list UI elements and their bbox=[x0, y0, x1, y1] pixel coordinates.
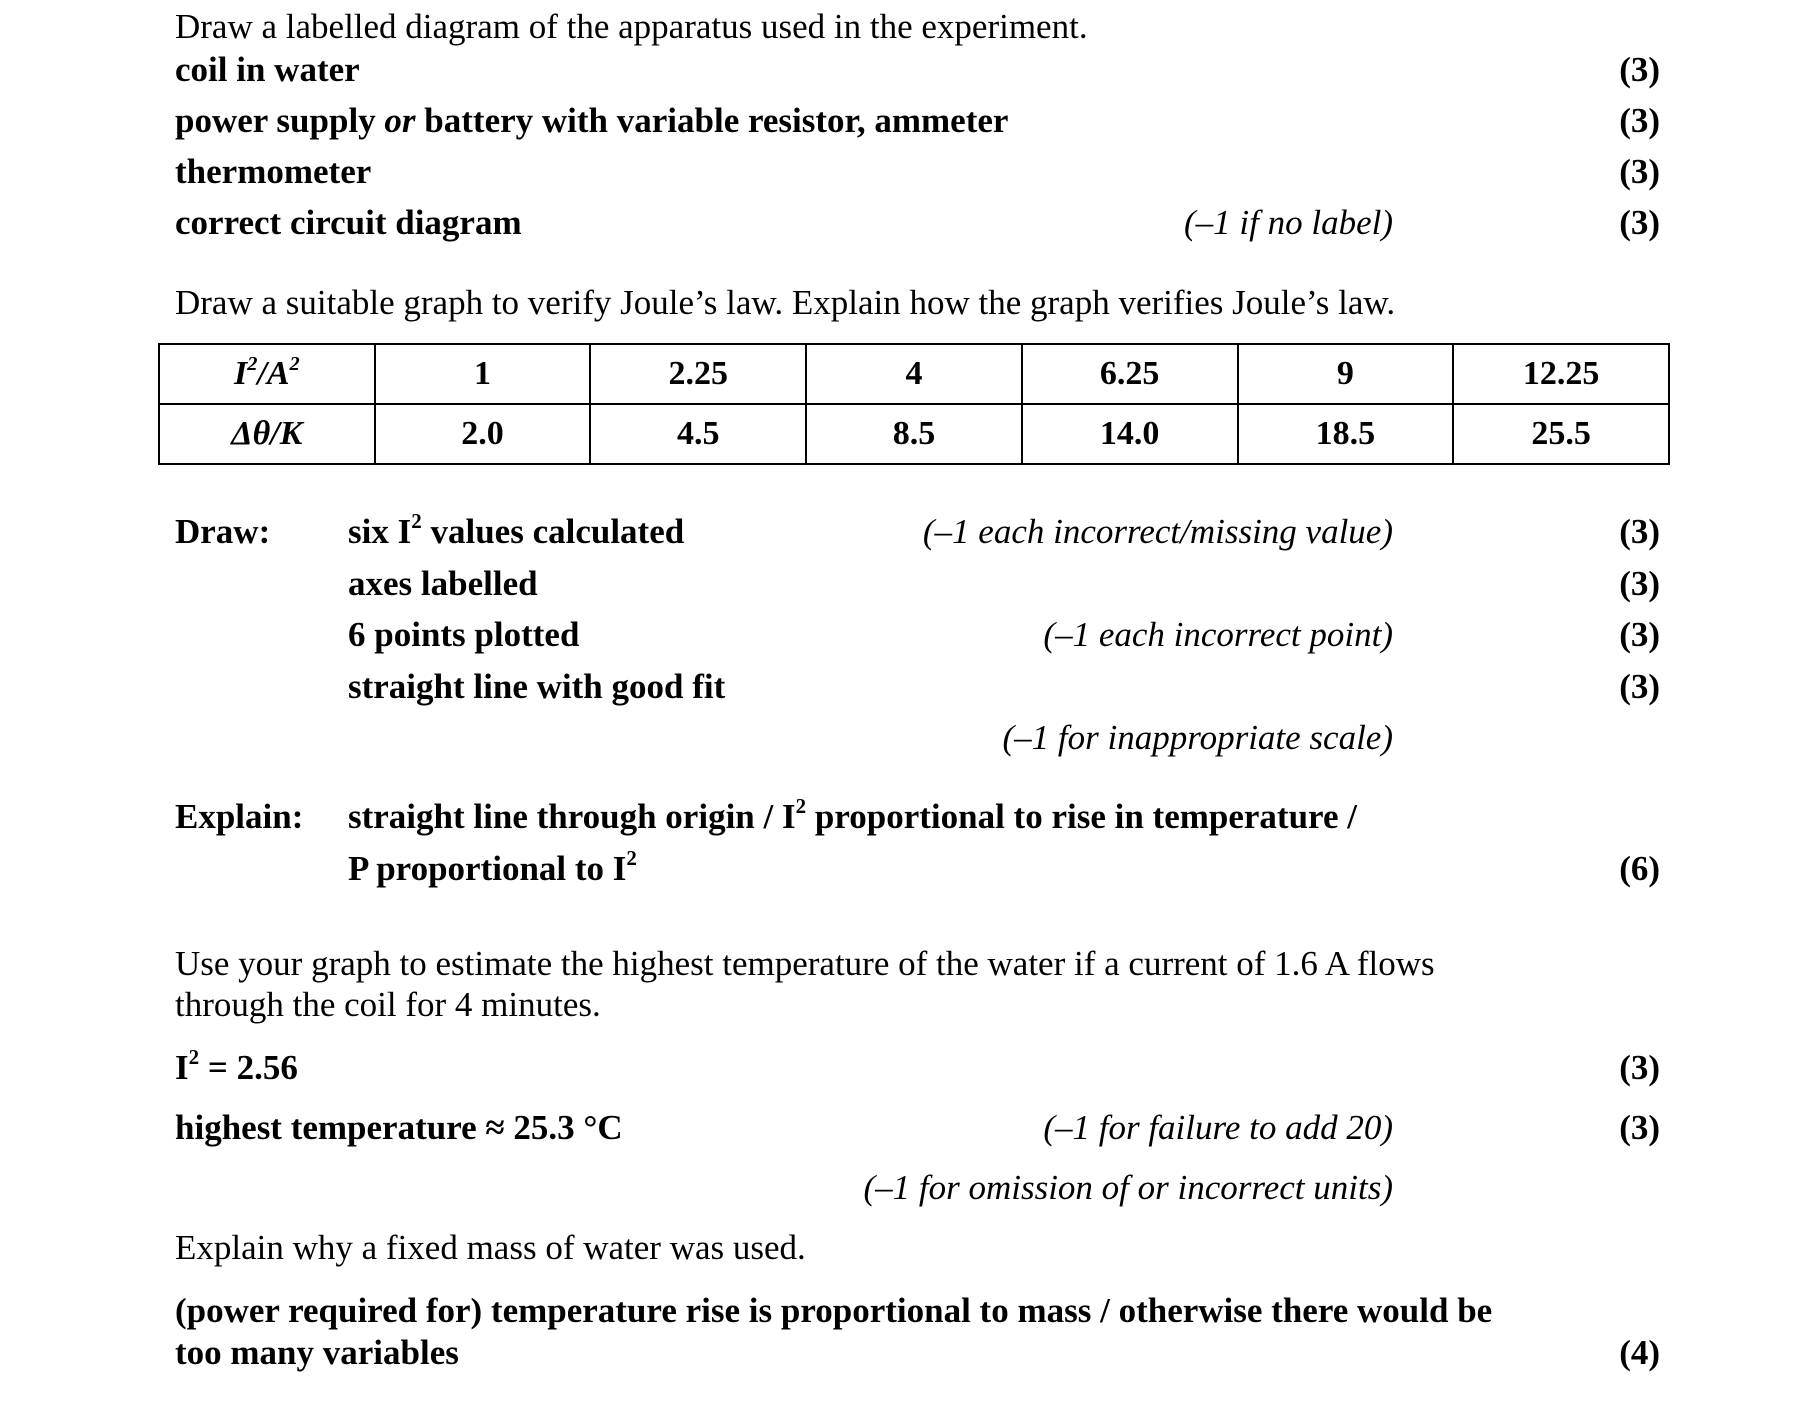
answer-current-squared: $I^2 = 2.56$ bbox=[175, 1045, 298, 1087]
answer-highest-temperature: highest temperature ≈ 25.3 °C bbox=[175, 1108, 623, 1147]
table-cell: 12.25 bbox=[1453, 344, 1669, 404]
table-cell: 2.25 bbox=[590, 344, 806, 404]
mark-item-values-calculated: six $I^2$ values calculated bbox=[348, 509, 685, 551]
table-header-temperature-rise: Δθ/K bbox=[159, 404, 375, 464]
mark-value: (6) bbox=[1619, 849, 1660, 888]
mark-value: (3) bbox=[1619, 203, 1660, 242]
answer-fixed-mass-line2: too many variables bbox=[175, 1333, 459, 1372]
table-cell: 4 bbox=[806, 344, 1022, 404]
question-graph-prompt: Draw a suitable graph to verify Joule’s law. Explain how the graph verifies Joule’s law. bbox=[175, 283, 1396, 322]
mark-item-power-supply: power supply or battery with variable resistor, ammeter bbox=[175, 101, 1009, 140]
data-table bbox=[158, 343, 1670, 465]
table-cell: 1 bbox=[375, 344, 591, 404]
deduction-note-units: (–1 for omission of or incorrect units) bbox=[863, 1168, 1393, 1207]
mark-value: (3) bbox=[1619, 667, 1660, 706]
mark-value: (3) bbox=[1619, 1048, 1660, 1087]
table-cell: 9 bbox=[1238, 344, 1454, 404]
table-cell: 2.0 bbox=[375, 404, 591, 464]
table-row bbox=[159, 404, 1669, 464]
table-cell: 25.5 bbox=[1453, 404, 1669, 464]
mark-value: (3) bbox=[1619, 50, 1660, 89]
deduction-note: (–1 for failure to add 20) bbox=[1043, 1108, 1393, 1147]
table-cell: 6.25 bbox=[1022, 344, 1238, 404]
draw-label: Draw: bbox=[175, 512, 271, 551]
answer-fixed-mass-line1: (power required for) temperature rise is proportional to mass / otherwise there would be bbox=[175, 1291, 1493, 1330]
mark-value: (3) bbox=[1619, 564, 1660, 603]
mark-item-straight-line: straight line with good fit bbox=[348, 667, 726, 706]
question-estimate-prompt-line2: through the coil for 4 minutes. bbox=[175, 985, 601, 1024]
question-fixed-mass-prompt: Explain why a fixed mass of water was used. bbox=[175, 1228, 806, 1267]
explain-answer-line1: straight line through origin / $I^2$ proportional to rise in temperature / bbox=[348, 794, 1357, 836]
table-row bbox=[159, 344, 1669, 404]
deduction-note-scale: (–1 for inappropriate scale) bbox=[1002, 718, 1393, 757]
table-header-current-squared: $I^2/A^2$ bbox=[159, 344, 375, 404]
explain-answer-line2: P proportional to $I^2$ bbox=[348, 846, 637, 888]
mark-item-circuit-diagram: correct circuit diagram bbox=[175, 203, 522, 242]
mark-value: (3) bbox=[1619, 101, 1660, 140]
explain-label: Explain: bbox=[175, 797, 304, 836]
table-cell: 14.0 bbox=[1022, 404, 1238, 464]
deduction-note: (–1 each incorrect/missing value) bbox=[922, 512, 1393, 551]
mark-value: (3) bbox=[1619, 152, 1660, 191]
question-estimate-prompt-line1: Use your graph to estimate the highest temperature of the water if a current of 1.6 A flows bbox=[175, 944, 1435, 983]
table-cell: 8.5 bbox=[806, 404, 1022, 464]
table-cell: 18.5 bbox=[1238, 404, 1454, 464]
deduction-note: (–1 each incorrect point) bbox=[1043, 615, 1393, 654]
mark-item-points-plotted: 6 points plotted bbox=[348, 615, 580, 654]
mark-value: (3) bbox=[1619, 1108, 1660, 1147]
deduction-note: (–1 if no label) bbox=[1184, 203, 1393, 242]
table-cell: 4.5 bbox=[590, 404, 806, 464]
question-apparatus-prompt: Draw a labelled diagram of the apparatus used in the experiment. bbox=[175, 7, 1088, 46]
mark-value: (4) bbox=[1619, 1333, 1660, 1372]
mark-item-thermometer: thermometer bbox=[175, 152, 372, 191]
mark-value: (3) bbox=[1619, 615, 1660, 654]
mark-value: (3) bbox=[1619, 512, 1660, 551]
mark-item-coil: coil in water bbox=[175, 50, 360, 89]
mark-item-axes-labelled: axes labelled bbox=[348, 564, 538, 603]
